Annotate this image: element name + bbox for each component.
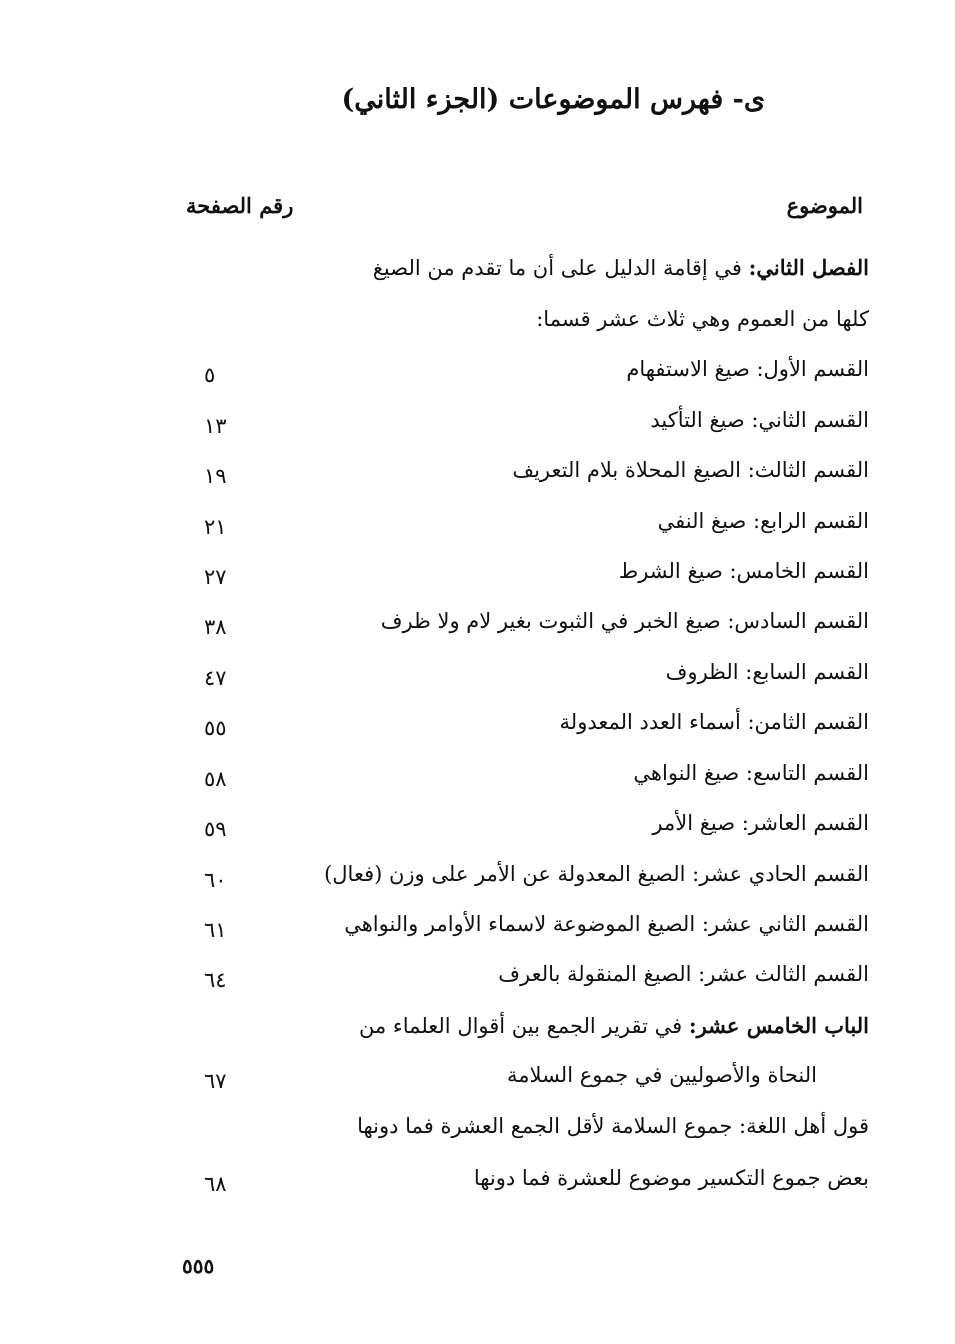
toc-entry [186, 710, 869, 750]
entry-text: القسم الثالث: الصيغ المحلاة بلام التعريف [512, 458, 869, 482]
entry-text: القسم الثاني عشر: الصيغ الموضوعة لاسماء الأوامر والنواهي [344, 912, 869, 936]
entry-text: الفصل الثاني: في إقامة الدليل على أن ما تقدم من الصيغ [372, 255, 869, 280]
entry-heading: الباب الخامس عشر: [688, 1013, 869, 1038]
entry-page: ٥ [204, 363, 216, 387]
entry-page: ٤٧ [204, 666, 227, 690]
entry-page: ٦١ [204, 918, 227, 942]
toc-entry [186, 962, 869, 1002]
entry-heading: الفصل الثاني: [748, 255, 869, 280]
toc-entry [186, 761, 869, 801]
entry-page: ٦٧ [204, 1069, 227, 1093]
page-title: ى- فهرس الموضوعات (الجزء الثاني) [341, 84, 765, 115]
toc-entry [186, 559, 869, 599]
entry-text: القسم الخامس: صيغ الشرط [618, 559, 869, 583]
entry-text: القسم العاشر: صيغ الأمر [652, 811, 869, 835]
page-column-header: رقم الصفحة [186, 193, 294, 218]
entry-text: النحاة والأصوليين في جموع السلامة [507, 1063, 817, 1087]
toc-entry [186, 912, 869, 952]
entry-text: القسم الحادي عشر: الصيغ المعدولة عن الأمر على وزن (فعال) [324, 862, 869, 886]
entry-text: القسم الثاني: صيغ التأكيد [650, 408, 869, 432]
entry-text: القسم الرابع: صيغ النفي [657, 509, 869, 533]
entry-page: ٦٤ [204, 968, 227, 992]
toc-entry [186, 1063, 869, 1103]
entry-text: الباب الخامس عشر: في تقرير الجمع بين أقوال العلماء من [359, 1013, 869, 1038]
entry-page: ٣٨ [204, 615, 227, 639]
footer-page-number: ٥٥٥ [182, 1254, 215, 1278]
entry-text: القسم الأول: صيغ الاستفهام [626, 357, 869, 381]
entry-page: ٦٨ [204, 1172, 227, 1196]
toc-entry [186, 1114, 869, 1154]
entry-text: القسم السابع: الظروف [665, 660, 869, 684]
toc-entry [186, 1166, 869, 1206]
toc-entry [186, 408, 869, 448]
entry-text: كلها من العموم وهي ثلاث عشر قسما: [536, 307, 869, 331]
toc-entry [186, 307, 869, 347]
toc-entry [186, 609, 869, 649]
entry-page: ٥٥ [204, 716, 227, 740]
entry-page: ٥٨ [204, 767, 227, 791]
entry-page: ١٩ [204, 464, 227, 488]
toc-entry [186, 1013, 869, 1053]
entry-page: ٢٧ [204, 565, 227, 589]
entry-page: ١٣ [204, 414, 227, 438]
entry-text: بعض جموع التكسير موضوع للعشرة فما دونها [473, 1166, 869, 1190]
toc-entry [186, 255, 869, 295]
toc-entry [186, 862, 869, 902]
toc-entry [186, 811, 869, 851]
entry-text: القسم الثامن: أسماء العدد المعدولة [559, 710, 869, 734]
toc-entry [186, 458, 869, 498]
toc-entry [186, 509, 869, 549]
entry-text: القسم السادس: صيغ الخبر في الثبوت بغير لام ولا ظرف [380, 609, 869, 633]
entry-text: القسم الثالث عشر: الصيغ المنقولة بالعرف [498, 962, 869, 986]
topic-column-header: الموضوع [786, 193, 863, 218]
entry-page: ٥٩ [204, 817, 227, 841]
entry-page: ٢١ [204, 515, 227, 539]
toc-entry [186, 357, 869, 397]
entry-text: القسم التاسع: صيغ النواهي [633, 761, 869, 785]
entry-text: قول أهل اللغة: جموع السلامة لأقل الجمع العشرة فما دونها [357, 1114, 869, 1138]
toc-entry [186, 660, 869, 700]
entry-page: ٦٠ [204, 868, 227, 892]
